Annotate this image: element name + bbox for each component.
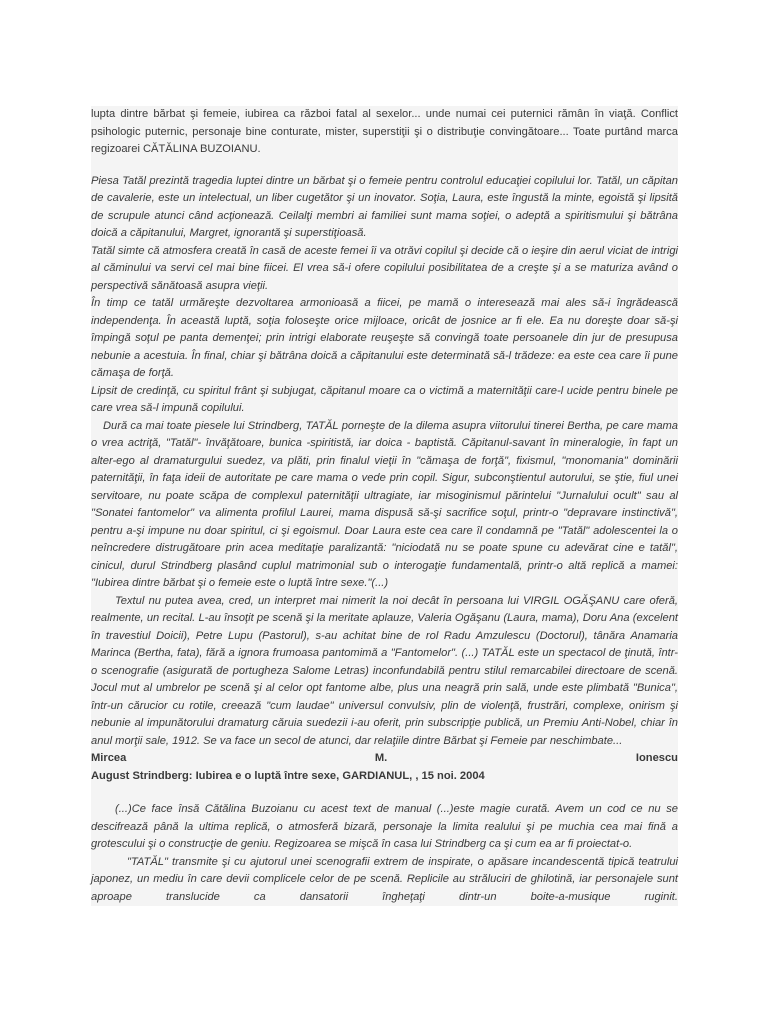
paragraph-5: Dură ca mai toate piesele lui Strindberg, TATĂL porneşte de la dilema asupra viitorului tinerei Bertha, pe care mama o vrea actriţă, "Tatăl"- învăţătoare, bunica -spiritistă, iar doica - baptistă. Căpitanul-savant în mineralogie, în fapt un alter-ego al dramaturgului suedez, va plăti, prin finalul vieţii în "cămaşa de forţă", fixismul, "monomania" dominării paternităţii, în faţa ideii de autoritate pe care mama o vede prin copil. Sigur, subconştientul autorului, se ştie, fiul unei servitoare, nu poate scăpa de complexul paternităţii ultragiate, iar misoginismul părintelui "Jurnalului ocult" sau al "Sonatei fantomelor" va alimenta profilul Laurei, mama dispusă să-şi sacrifice soţul, printr-o "depravare instinctivă", pentru a-şi impune nu doar spiritul, ci şi egoismul. Doar Laura este cea care îl condamnă pe "Tatăl" adolescentei la o neîncredere distrugătoare prin acea meditaţie paralizantă: "niciodată nu se poate spune cu adevărat cine e tatăl", cinicul, durul Strindberg plasând cuplul matrimonial sub o interogaţie fundamentală, printr-o altă replică a mamei: "Iubirea dintre bărbat şi o femeie este o luptă între sexe."(...) [91, 419, 678, 589]
author-initial: M. [374, 752, 388, 764]
author-last-name: Ionescu [635, 752, 678, 764]
author-first-name: Mircea [91, 752, 127, 764]
paragraph-1: Piesa Tatăl prezintă tragedia luptei dintre un bărbat şi o femeie pentru controlul educaţiei copilului lor. Tatăl, un căpitan de cavalerie, este un intelectual, un liber cugetător şi un inovator. Soţia, Laura, este îngustă la minte, egoistă şi lipsită de scrupule atunci când acţionează. Ceilalţi membri ai familiei sunt mama soţiei, o adeptă a spiritismului şi bătrâna doică a căpitanului, Margret, ignorantă şi superstiţioasă. [91, 174, 678, 239]
paragraph-6: Textul nu putea avea, cred, un interpret mai nimerit la noi decât în persoana lui VIRGIL OGĂŞANU care oferă, realmente, un recital. L-au însoţit pe scenă şi la meritate aplauze, Valeria Ogăşanu (Laura, mama), Doru Ana (excelent în travestiul Doicii), Petre Lupu (Pastorul), s-au achitat bine de rol Radu Amzulescu (Doctorul), tânăra Anamaria Marinca (Bertha, fata), fără a ignora frumoasa pantomimă a "Fantomelor". (...) TATĂL este un spectacol de ţinută, într-o scenografie (asigurată de portugheza Salome Letras) inconfundabilă pentru stilul remarcabilei directoare de scenă. Jocul mut al umbrelor pe scenă şi al celor opt fantome albe, plus una neagră prin sală, unde este plimbată "Bunica", într-un cărucior cu rotile, creează "cum laudae" universul convulsiv, plin de violenţă, frustrări, complexe, onirism şi nebunie al impunătorului dramaturg căruia suedezii i-au oferit, prin subscripţie publică, un Premiu Anti-Nobel, chiar în anul morţii sale, 1912. Se va face un secol de atunci, dar relaţiile dintre Bărbat şi Femeie par neschimbate... [91, 594, 678, 747]
author-line [91, 750, 678, 768]
paragraph-7: (...)Ce face însă Cătălina Buzoianu cu acest text de manual (...)este magie curată. Avem un cod ce nu se descifrează până la ultima replică, o atmosferă bizară, personaje la limita realului şi pe muchia cea mai fină a grotescului şi o construcţie de geniu. Regizoarea se mişcă în casa lui Strindberg ca şi cum ea ar fi proiectat-o. [91, 803, 678, 850]
intro-paragraph: lupta dintre bărbat şi femeie, iubirea ca război fatal al sexelor... unde numai cei puternici rămân în viaţă. Conflict psihologic puternic, personaje bine conturate, mister, superstiţii şi o distribuţie convingătoare... Toate purtând marca regizoarei CĂTĂLINA BUZOIANU. [91, 108, 678, 155]
paragraph-2: Tatăl simte că atmosfera creată în casă de aceste femei îi va otrăvi copilul şi decide că o ieşire din aerul viciat de intrigi al căminului va servi cel mai bine fiicei. El vrea să-i ofere copilului posibilitatea de a creşte şi a se maturiza având o perspectivă sănătoasă asupra vieţii. [91, 244, 678, 292]
paragraph-4: Lipsit de credinţă, cu spiritul frânt şi subjugat, căpitanul moare ca o victimă a maternităţii care-l ucide pentru binele pe care vrea să-l impună copilului. [91, 384, 678, 414]
source-citation: August Strindberg: Iubirea e o luptă între sexe, GARDIANUL, , 15 noi. 2004 [91, 769, 485, 782]
document-page [91, 106, 678, 906]
paragraph-3: În timp ce tatăl urmăreşte dezvoltarea armonioasă a fiicei, pe mamă o interesează mai ales să-i îngrădească independenţa. În această luptă, soţia foloseşte orice mijloace, oricât de josnice ar fi ele. Ea nu doreşte doar să-şi împingă soţul pe panta demenţei; prin intrigi elaborate reuşeşte să convingă toate persoanele din jur de presupusa nebunie a acestuia. În final, chiar şi bătrâna doică a căpitanului este determinată să-l trădeze: ea este cea care îi pune cămaşa de forţă. [91, 297, 678, 379]
paragraph-8: "TATĂL" transmite şi cu ajutorul unei scenografii extrem de inspirate, o apăsare incandescentă tipică teatrului japonez, un mediu în care devii complicele celor de pe scenă. Replicile au străluciri de ghilotină, iar personajele sunt aproape translucide ca dansatorii îngheţaţi dintr-un boite-a-musique ruginit. [91, 855, 678, 903]
